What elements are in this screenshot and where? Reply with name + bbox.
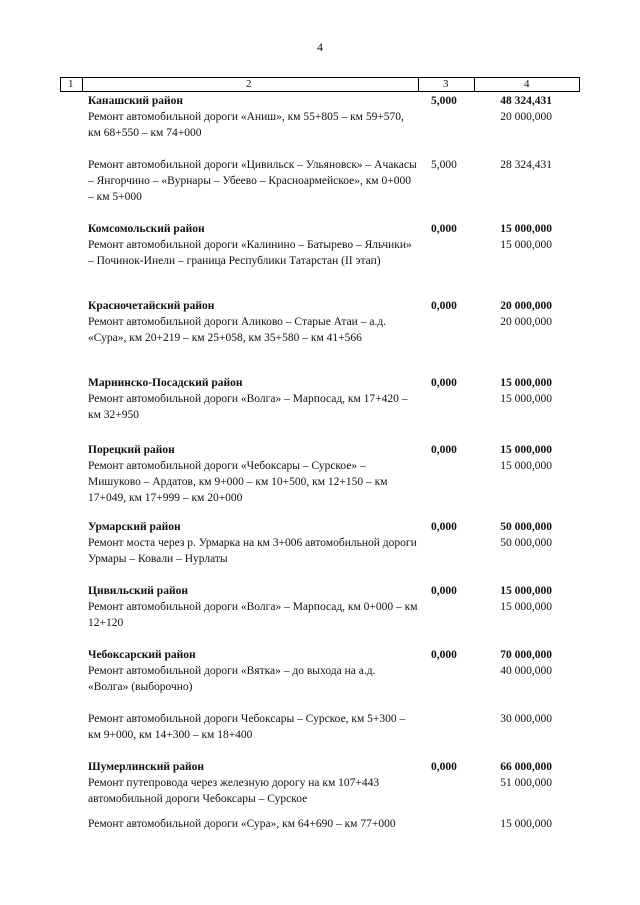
district-total-amount: 48 324,431 [500, 95, 552, 107]
district-name: Цивильский район [88, 585, 188, 597]
header-col-3: 3 [443, 78, 449, 90]
road-amount: 15 000,000 [500, 601, 552, 613]
district-block [88, 375, 552, 423]
district-name: Комсомольский район [88, 223, 205, 235]
road-description: Ремонт автомобильной дороги «Волга» – Марпосад, км 17+420 – км 32+950 [88, 393, 408, 421]
table-header [60, 77, 580, 92]
road-amount: 15 000,000 [500, 393, 552, 405]
road-amount: 20 000,000 [500, 316, 552, 328]
district-total-amount: 66 000,000 [500, 761, 552, 773]
district-total-length: 0,000 [431, 223, 457, 235]
district-block [88, 298, 552, 346]
road-amount: 51 000,000 [500, 777, 552, 789]
district-total-amount: 70 000,000 [500, 649, 552, 661]
road-description: Ремонт автомобильной дороги «Вятка» – до выхода на а.д. «Волга» (выборочно) [88, 665, 376, 693]
district-name: Канашский район [88, 95, 184, 107]
district-total-length: 0,000 [431, 761, 457, 773]
road-description: Ремонт автомобильной дороги Аликово – Старые Атаи – а.д. «Сура», км 20+219 – км 25+058, км 35+580 – км 41+566 [88, 316, 387, 344]
district-name: Шумерлинский район [88, 761, 204, 773]
road-amount: 15 000,000 [500, 239, 552, 251]
district-block [88, 442, 552, 506]
header-col-4: 4 [524, 78, 530, 90]
road-description: Ремонт автомобильной дороги «Аниш», км 55+805 – км 59+570, км 68+550 – км 74+000 [88, 111, 404, 139]
road-amount: 50 000,000 [500, 537, 552, 549]
header-col-2: 2 [246, 78, 252, 90]
road-amount: 15 000,000 [500, 818, 552, 830]
road-item [88, 157, 552, 205]
district-block [88, 759, 552, 807]
district-total-length: 0,000 [431, 377, 457, 389]
road-item [88, 816, 552, 832]
district-total-amount: 20 000,000 [500, 300, 552, 312]
district-block [88, 519, 552, 567]
district-block [88, 583, 552, 631]
road-amount: 40 000,000 [500, 665, 552, 677]
district-total-length: 5,000 [431, 95, 457, 107]
road-description: Ремонт автомобильной дороги «Волга» – Марпосад, км 0+000 – км 12+120 [88, 601, 418, 629]
road-amount: 28 324,431 [500, 159, 552, 171]
district-total-amount: 50 000,000 [500, 521, 552, 533]
district-name: Мариинско-Посадский район [88, 377, 243, 389]
road-description: Ремонт автомобильной дороги «Чебоксары – Сурское» – Мишуково – Ардатов, км 9+000 – км 10+500, км 12+150 – км 17+049, км 17+999 – км 20+000 [88, 460, 388, 504]
district-name: Чебоксарский район [88, 649, 196, 661]
road-description: Ремонт автомобильной дороги «Сура», км 64+690 – км 77+000 [88, 818, 396, 830]
header-col-1: 1 [68, 78, 74, 90]
district-name: Порецкий район [88, 444, 175, 456]
district-name: Урмарский район [88, 521, 181, 533]
road-amount: 15 000,000 [500, 460, 552, 472]
road-length: 5,000 [431, 159, 457, 171]
district-total-length: 0,000 [431, 585, 457, 597]
road-description: Ремонт моста через р. Урмарка на км 3+006 автомобильной дороги Урмары – Ковали – Нурлаты [88, 537, 417, 565]
road-description: Ремонт автомобильной дороги «Цивильск – Ульяновск» – Ачакасы – Янгорчино – «Вурнары – Убеево – Красноармейское», км 0+000 – км 5+000 [88, 159, 417, 203]
district-total-length: 0,000 [431, 521, 457, 533]
district-total-length: 0,000 [431, 649, 457, 661]
road-amount: 20 000,000 [500, 111, 552, 123]
district-total-amount: 15 000,000 [500, 444, 552, 456]
district-total-amount: 15 000,000 [500, 377, 552, 389]
road-description: Ремонт путепровода через железную дорогу на км 107+443 автомобильной дороги Чебоксары – Сурское [88, 777, 380, 805]
road-item [88, 711, 552, 743]
district-total-length: 0,000 [431, 444, 457, 456]
district-block [88, 93, 552, 141]
district-total-amount: 15 000,000 [500, 585, 552, 597]
district-total-amount: 15 000,000 [500, 223, 552, 235]
road-amount: 30 000,000 [500, 713, 552, 725]
district-total-length: 0,000 [431, 300, 457, 312]
district-block [88, 647, 552, 695]
road-description: Ремонт автомобильной дороги «Калинино – Батырево – Яльчики» – Починок-Инели – граница Республики Татарстан (II этап) [88, 239, 412, 267]
road-description: Ремонт автомобильной дороги Чебоксары – Сурское, км 5+300 – км 9+000, км 14+300 – км 18+400 [88, 713, 406, 741]
district-block [88, 221, 552, 269]
page-number: 4 [317, 40, 323, 54]
district-name: Красночетайский район [88, 300, 215, 312]
